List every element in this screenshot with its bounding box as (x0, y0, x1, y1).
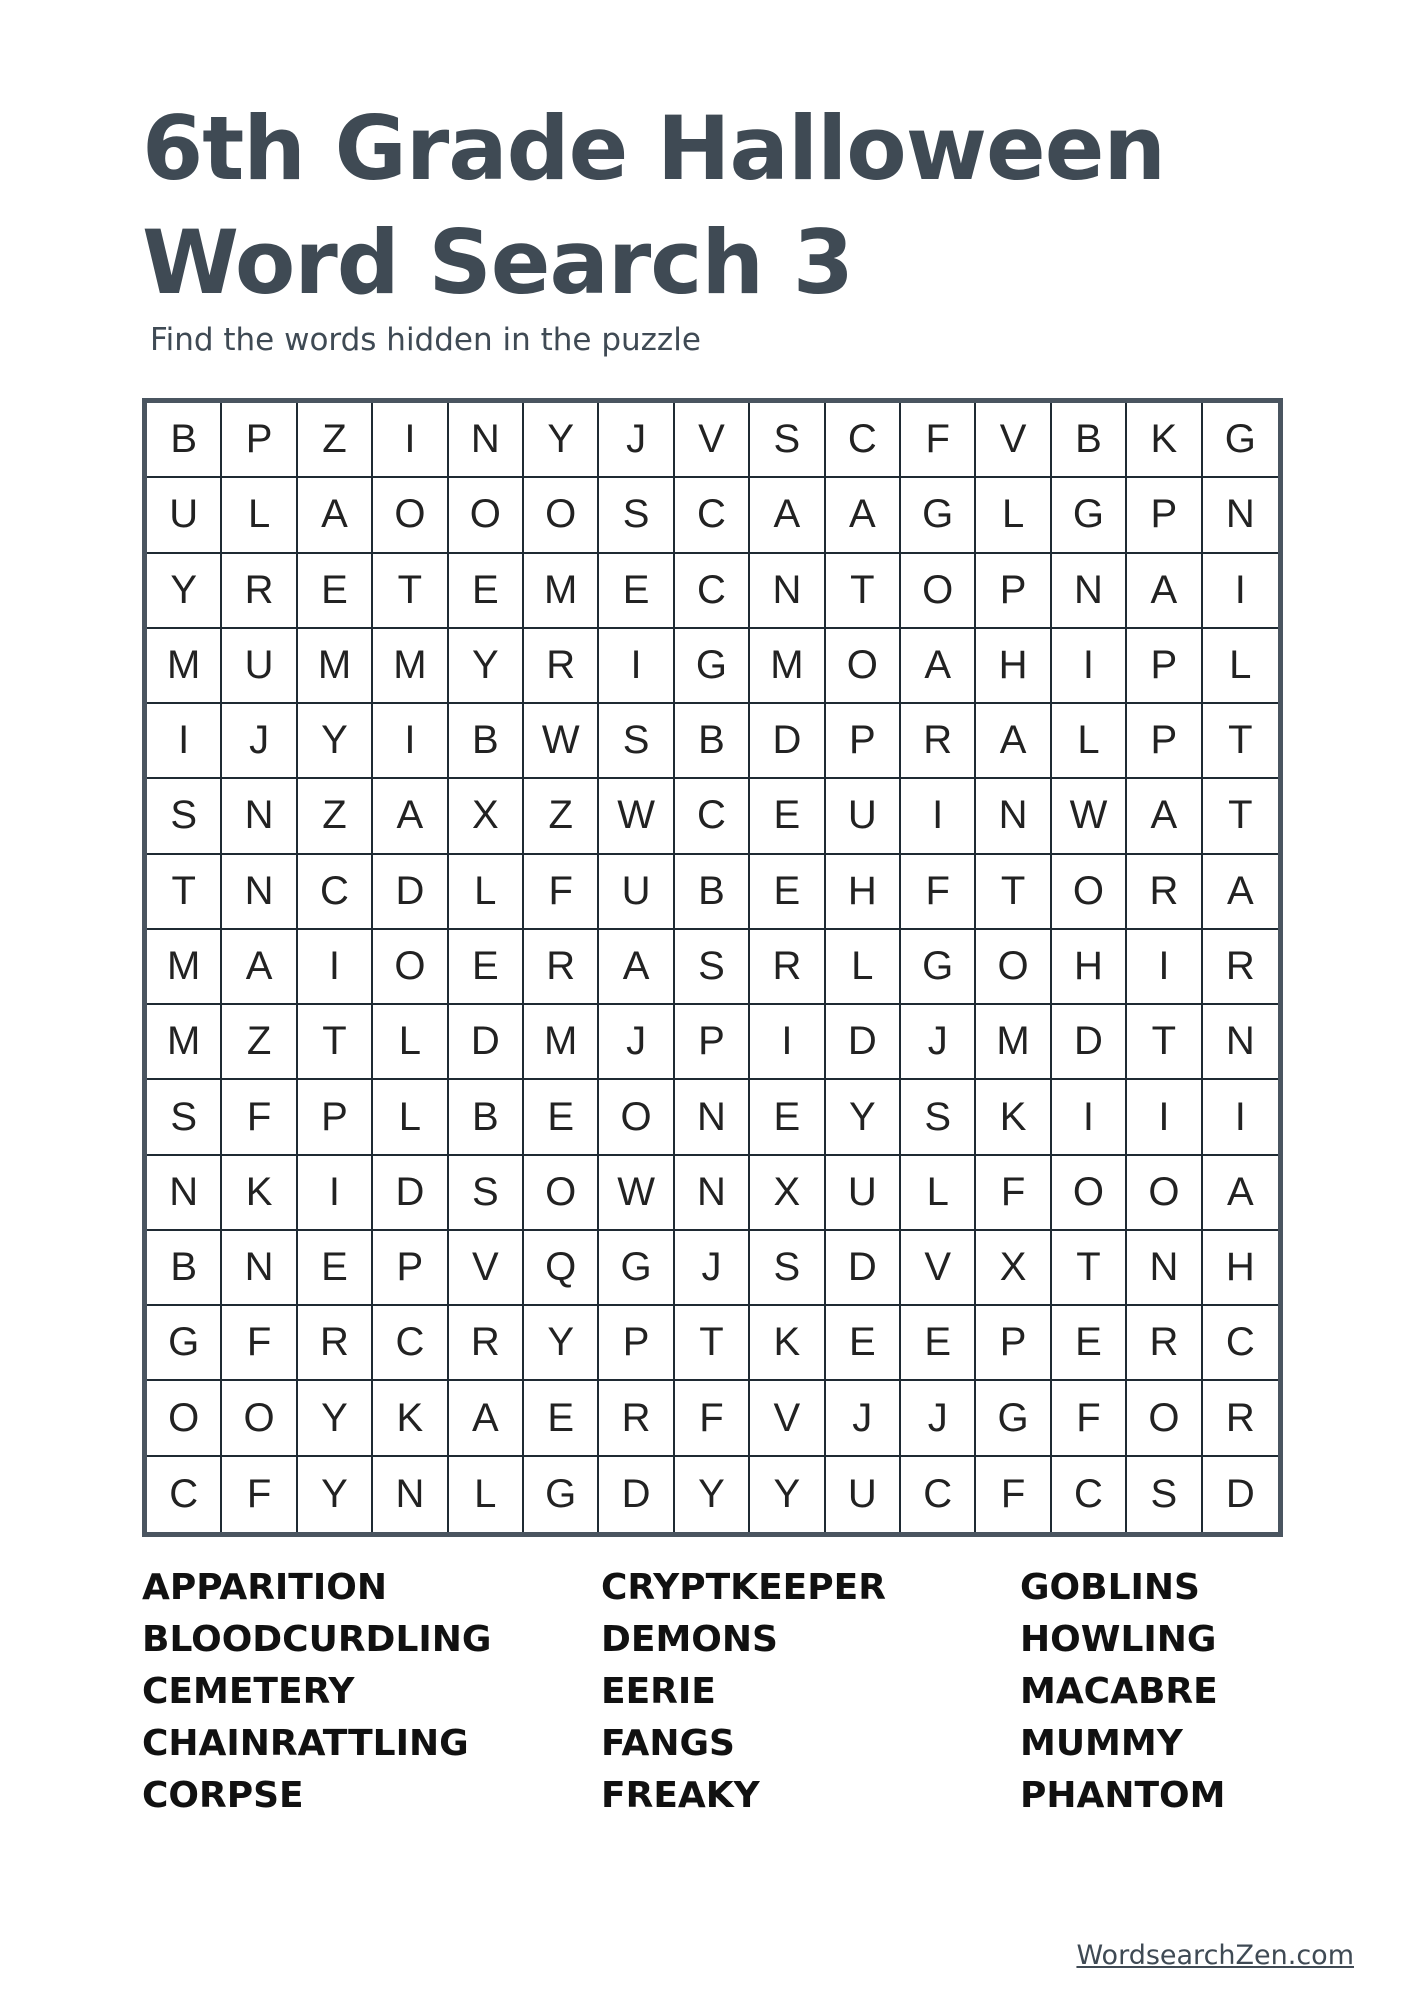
grid-cell[interactable]: Y (298, 704, 373, 779)
grid-cell[interactable]: Y (449, 629, 524, 704)
grid-cell[interactable]: I (298, 930, 373, 1005)
grid-cell[interactable]: D (599, 1457, 674, 1532)
grid-cell[interactable]: A (599, 930, 674, 1005)
grid-cell[interactable]: S (147, 779, 222, 854)
grid-cell[interactable]: F (222, 1457, 297, 1532)
footer-link[interactable]: WordsearchZen.com (1076, 1940, 1354, 1971)
grid-cell[interactable]: N (675, 1156, 750, 1231)
grid-cell[interactable]: E (524, 1080, 599, 1155)
title-line-2: Word Search 3 (142, 211, 853, 314)
grid-cell[interactable]: J (901, 1005, 976, 1080)
grid-cell[interactable]: N (222, 855, 297, 930)
grid-cell[interactable]: G (524, 1457, 599, 1532)
word-list-item: DEMONS (601, 1619, 778, 1660)
grid-cell[interactable]: A (901, 629, 976, 704)
grid-cell[interactable]: P (373, 1231, 448, 1306)
grid-cell[interactable]: H (976, 629, 1051, 704)
grid-cell[interactable]: C (675, 478, 750, 553)
grid-cell[interactable]: W (599, 1156, 674, 1231)
grid-cell[interactable]: L (222, 478, 297, 553)
word-column (1020, 1562, 1226, 1822)
grid-cell[interactable]: O (373, 930, 448, 1005)
grid-cell[interactable]: O (599, 1080, 674, 1155)
word-list-item: FANGS (601, 1723, 735, 1764)
grid-cell[interactable]: H (826, 855, 901, 930)
grid-cell[interactable]: E (524, 1381, 599, 1456)
grid-cell[interactable]: A (449, 1381, 524, 1456)
grid-cell[interactable]: T (1127, 1005, 1202, 1080)
grid-cell[interactable]: T (675, 1306, 750, 1381)
grid-cell[interactable]: R (1127, 855, 1202, 930)
grid-cell[interactable]: Y (826, 1080, 901, 1155)
grid-cell[interactable]: M (524, 554, 599, 629)
grid-cell[interactable]: I (750, 1005, 825, 1080)
grid-cell[interactable]: M (147, 930, 222, 1005)
grid-cell[interactable]: O (524, 1156, 599, 1231)
grid-cell[interactable]: L (449, 1457, 524, 1532)
grid-cell[interactable]: T (1203, 704, 1278, 779)
word-list-item: FREAKY (601, 1775, 760, 1816)
grid-cell[interactable]: I (901, 779, 976, 854)
grid-cell[interactable]: O (1052, 1156, 1127, 1231)
grid-cell[interactable]: J (826, 1381, 901, 1456)
grid-cell[interactable]: J (222, 704, 297, 779)
grid-cell[interactable]: M (373, 629, 448, 704)
grid-cell[interactable]: M (298, 629, 373, 704)
grid-cell[interactable]: E (826, 1306, 901, 1381)
grid-cell[interactable]: B (449, 704, 524, 779)
grid-cell[interactable]: P (599, 1306, 674, 1381)
grid-cell[interactable]: G (147, 1306, 222, 1381)
grid-cell[interactable]: E (750, 779, 825, 854)
grid-cell[interactable]: R (222, 554, 297, 629)
word-list-item: HOWLING (1020, 1619, 1217, 1660)
grid-cell[interactable]: Y (298, 1381, 373, 1456)
grid-cell[interactable]: A (222, 930, 297, 1005)
grid-cell[interactable]: E (901, 1306, 976, 1381)
grid-cell[interactable]: F (1052, 1381, 1127, 1456)
grid-cell[interactable]: I (1203, 1080, 1278, 1155)
grid-cell[interactable]: L (373, 1080, 448, 1155)
grid-cell[interactable]: R (599, 1381, 674, 1456)
grid-cell[interactable]: M (750, 629, 825, 704)
grid-cell[interactable]: O (524, 478, 599, 553)
grid-cell[interactable]: U (826, 1156, 901, 1231)
grid-cell[interactable]: E (750, 855, 825, 930)
grid-cell[interactable]: U (826, 779, 901, 854)
grid-cell[interactable]: T (1052, 1231, 1127, 1306)
word-list-item: APPARITION (142, 1567, 387, 1608)
letter-grid (147, 403, 1278, 1532)
grid-cell[interactable]: T (826, 554, 901, 629)
word-list-item: GOBLINS (1020, 1567, 1200, 1608)
grid-cell[interactable]: L (976, 478, 1051, 553)
grid-cell[interactable]: N (222, 1231, 297, 1306)
grid-cell[interactable]: R (449, 1306, 524, 1381)
grid-cell[interactable]: O (147, 1381, 222, 1456)
grid-cell[interactable]: E (449, 930, 524, 1005)
grid-cell[interactable]: C (298, 855, 373, 930)
grid-cell[interactable]: C (373, 1306, 448, 1381)
grid-cell[interactable]: A (1127, 554, 1202, 629)
page-title (142, 92, 1292, 320)
grid-cell[interactable]: N (1052, 554, 1127, 629)
grid-cell[interactable]: F (524, 855, 599, 930)
grid-cell[interactable]: D (373, 1156, 448, 1231)
instructions: Find the words hidden in the puzzle (150, 322, 701, 358)
word-list-item: MACABRE (1020, 1671, 1218, 1712)
grid-cell[interactable]: P (222, 403, 297, 478)
title-line-1: 6th Grade Halloween (142, 97, 1166, 200)
grid-cell[interactable]: J (599, 1005, 674, 1080)
grid-cell[interactable]: L (449, 855, 524, 930)
grid-cell[interactable]: E (298, 554, 373, 629)
grid-cell[interactable]: R (1203, 930, 1278, 1005)
grid-cell[interactable]: T (1203, 779, 1278, 854)
grid-cell[interactable]: K (373, 1381, 448, 1456)
grid-cell[interactable]: G (675, 629, 750, 704)
grid-cell[interactable]: V (750, 1381, 825, 1456)
grid-cell[interactable]: C (147, 1457, 222, 1532)
grid-cell[interactable]: O (976, 930, 1051, 1005)
grid-cell[interactable]: P (976, 554, 1051, 629)
grid-cell[interactable]: F (675, 1381, 750, 1456)
grid-cell[interactable]: J (675, 1231, 750, 1306)
grid-cell[interactable]: E (1052, 1306, 1127, 1381)
grid-cell[interactable]: E (449, 554, 524, 629)
word-column (601, 1562, 886, 1822)
word-list-item: CRYPTKEEPER (601, 1567, 886, 1608)
grid-cell[interactable]: G (1203, 403, 1278, 478)
grid-cell[interactable]: E (599, 554, 674, 629)
grid-cell[interactable]: P (1127, 704, 1202, 779)
grid-cell[interactable]: K (750, 1306, 825, 1381)
grid-cell[interactable]: O (1127, 1156, 1202, 1231)
puzzle-frame (142, 398, 1283, 1537)
grid-cell[interactable]: B (1052, 403, 1127, 478)
grid-cell[interactable]: P (298, 1080, 373, 1155)
grid-cell[interactable]: S (147, 1080, 222, 1155)
grid-cell[interactable]: L (373, 1005, 448, 1080)
grid-cell[interactable]: S (599, 478, 674, 553)
grid-cell[interactable]: Y (750, 1457, 825, 1532)
grid-cell[interactable]: D (750, 704, 825, 779)
grid-cell[interactable]: Z (222, 1005, 297, 1080)
grid-cell[interactable]: B (147, 403, 222, 478)
grid-cell[interactable]: M (147, 1005, 222, 1080)
grid-cell[interactable]: U (222, 629, 297, 704)
word-list-item: CEMETERY (142, 1671, 355, 1712)
grid-cell[interactable]: T (147, 855, 222, 930)
grid-cell[interactable]: L (826, 930, 901, 1005)
grid-cell[interactable]: I (298, 1156, 373, 1231)
grid-cell[interactable]: V (675, 403, 750, 478)
grid-cell[interactable]: G (976, 1381, 1051, 1456)
grid-cell[interactable]: M (524, 1005, 599, 1080)
grid-cell[interactable]: O (826, 629, 901, 704)
grid-cell[interactable]: S (750, 403, 825, 478)
grid-cell[interactable]: F (976, 1457, 1051, 1532)
grid-cell[interactable]: S (599, 704, 674, 779)
grid-cell[interactable]: N (1203, 1005, 1278, 1080)
grid-cell[interactable]: C (675, 554, 750, 629)
grid-cell[interactable]: B (675, 704, 750, 779)
grid-cell[interactable]: K (976, 1080, 1051, 1155)
grid-cell[interactable]: N (1203, 478, 1278, 553)
word-list-item: EERIE (601, 1671, 716, 1712)
grid-cell[interactable]: C (1052, 1457, 1127, 1532)
grid-cell[interactable]: T (976, 855, 1051, 930)
grid-cell[interactable]: B (147, 1231, 222, 1306)
grid-cell[interactable]: W (1052, 779, 1127, 854)
grid-cell[interactable]: V (976, 403, 1051, 478)
grid-cell[interactable]: R (524, 629, 599, 704)
grid-cell[interactable]: D (1052, 1005, 1127, 1080)
grid-cell[interactable]: V (901, 1231, 976, 1306)
grid-cell[interactable]: X (449, 779, 524, 854)
grid-cell[interactable]: I (1052, 629, 1127, 704)
word-list-item: PHANTOM (1020, 1775, 1226, 1816)
word-list (0, 1562, 1414, 1822)
word-list-item: MUMMY (1020, 1723, 1183, 1764)
grid-cell[interactable]: G (901, 478, 976, 553)
grid-cell[interactable]: D (826, 1005, 901, 1080)
grid-cell[interactable]: A (1203, 855, 1278, 930)
grid-cell[interactable]: N (147, 1156, 222, 1231)
grid-cell[interactable]: I (147, 704, 222, 779)
grid-cell[interactable]: W (599, 779, 674, 854)
grid-cell[interactable]: I (373, 704, 448, 779)
grid-cell[interactable]: Q (524, 1231, 599, 1306)
word-list-item: CORPSE (142, 1775, 304, 1816)
grid-cell[interactable]: L (1203, 629, 1278, 704)
word-column (142, 1562, 491, 1822)
grid-cell[interactable]: O (222, 1381, 297, 1456)
grid-cell[interactable]: R (524, 930, 599, 1005)
grid-cell[interactable]: D (1225, 1471, 1255, 1516)
grid-cell[interactable]: H (1203, 1231, 1278, 1306)
grid-cell[interactable]: P (1127, 478, 1202, 553)
grid-cell[interactable]: U (826, 1457, 901, 1532)
grid-cell[interactable]: I (1127, 1080, 1202, 1155)
grid-cell[interactable]: R (750, 930, 825, 1005)
grid-cell[interactable]: W (524, 704, 599, 779)
grid-cell[interactable]: V (449, 1231, 524, 1306)
grid-cell[interactable]: T (373, 554, 448, 629)
grid-cell[interactable]: S (750, 1231, 825, 1306)
grid-cell[interactable]: G (599, 1231, 674, 1306)
grid-cell[interactable]: A (826, 478, 901, 553)
grid-cell[interactable]: A (976, 704, 1051, 779)
grid-cell[interactable]: O (901, 554, 976, 629)
grid-cell[interactable]: U (599, 855, 674, 930)
grid-cell[interactable]: O (1052, 855, 1127, 930)
grid-cell[interactable]: R (901, 704, 976, 779)
grid-cell[interactable]: L (901, 1156, 976, 1231)
grid-cell[interactable]: O (1127, 1381, 1202, 1456)
grid-cell[interactable]: Y (675, 1457, 750, 1532)
grid-cell[interactable]: N (976, 779, 1051, 854)
word-list-item: BLOODCURDLING (142, 1619, 492, 1660)
grid-cell[interactable]: N (1127, 1231, 1202, 1306)
grid-cell[interactable]: S (1127, 1457, 1202, 1532)
grid-cell[interactable]: F (901, 855, 976, 930)
grid-cell[interactable]: P (675, 1005, 750, 1080)
grid-cell[interactable]: T (298, 1005, 373, 1080)
grid-cell[interactable]: Y (524, 1306, 599, 1381)
grid-cell[interactable]: I (1052, 1080, 1127, 1155)
grid-cell[interactable]: D (449, 1005, 524, 1080)
grid-cell[interactable]: C (1203, 1306, 1278, 1381)
grid-cell[interactable]: O (373, 478, 448, 553)
grid-cell[interactable]: M (147, 629, 222, 704)
grid-cell[interactable]: B (675, 855, 750, 930)
grid-cell[interactable]: G (901, 930, 976, 1005)
grid-cell[interactable]: A (298, 478, 373, 553)
grid-cell[interactable]: N (449, 403, 524, 478)
grid-cell[interactable]: L (1052, 704, 1127, 779)
grid-cell[interactable]: Z (298, 779, 373, 854)
grid-cell[interactable]: I (1127, 930, 1202, 1005)
grid-cell[interactable]: N (750, 554, 825, 629)
grid-cell[interactable]: C (826, 403, 901, 478)
grid-cell[interactable]: K (222, 1156, 297, 1231)
grid-cell[interactable]: X (750, 1156, 825, 1231)
grid-cell[interactable]: E (750, 1080, 825, 1155)
grid-cell[interactable]: F (976, 1156, 1051, 1231)
grid-cell[interactable]: C (675, 779, 750, 854)
grid-cell[interactable]: S (901, 1080, 976, 1155)
grid-cell[interactable]: Y (524, 403, 599, 478)
grid-cell[interactable]: H (1052, 930, 1127, 1005)
grid-cell[interactable]: F (222, 1306, 297, 1381)
grid-cell[interactable]: R (298, 1306, 373, 1381)
grid-cell[interactable]: P (826, 704, 901, 779)
word-list-item: CHAINRATTLING (142, 1723, 469, 1764)
grid-cell[interactable]: Z (524, 779, 599, 854)
grid-cell[interactable]: I (373, 403, 448, 478)
grid-cell[interactable]: I (599, 629, 674, 704)
grid-cell[interactable]: X (976, 1231, 1051, 1306)
grid-cell[interactable]: I (1203, 554, 1278, 629)
grid-cell[interactable]: C (901, 1457, 976, 1532)
grid-cell[interactable]: K (1127, 403, 1202, 478)
grid-cell[interactable]: R (1127, 1306, 1202, 1381)
grid-cell[interactable]: G (1052, 478, 1127, 553)
grid-cell[interactable]: N (222, 779, 297, 854)
grid-cell[interactable]: F (901, 403, 976, 478)
grid-cell[interactable]: A (1127, 779, 1202, 854)
grid-cell[interactable]: A (1203, 1156, 1278, 1231)
grid-cell[interactable]: U (147, 478, 222, 553)
grid-cell[interactable]: O (449, 478, 524, 553)
grid-cell[interactable]: Z (298, 403, 373, 478)
grid-cell[interactable]: P (1127, 629, 1202, 704)
grid-cell[interactable]: A (373, 779, 448, 854)
grid-cell[interactable]: N (675, 1080, 750, 1155)
grid-cell[interactable]: Y (298, 1457, 373, 1532)
grid-cell[interactable]: P (976, 1306, 1051, 1381)
grid-cell[interactable]: S (675, 930, 750, 1005)
grid-cell[interactable]: S (449, 1156, 524, 1231)
grid-cell[interactable]: Y (147, 554, 222, 629)
grid-cell[interactable]: J (901, 1381, 976, 1456)
grid-cell[interactable]: J (599, 403, 674, 478)
grid-cell[interactable]: A (750, 478, 825, 553)
grid-cell[interactable]: B (449, 1080, 524, 1155)
grid-cell[interactable]: D (373, 855, 448, 930)
grid-cell[interactable]: D (826, 1231, 901, 1306)
grid-cell[interactable]: E (298, 1231, 373, 1306)
grid-cell[interactable]: M (976, 1005, 1051, 1080)
grid-cell[interactable]: R (1203, 1381, 1278, 1456)
grid-cell[interactable]: N (373, 1457, 448, 1532)
grid-cell[interactable]: F (222, 1080, 297, 1155)
